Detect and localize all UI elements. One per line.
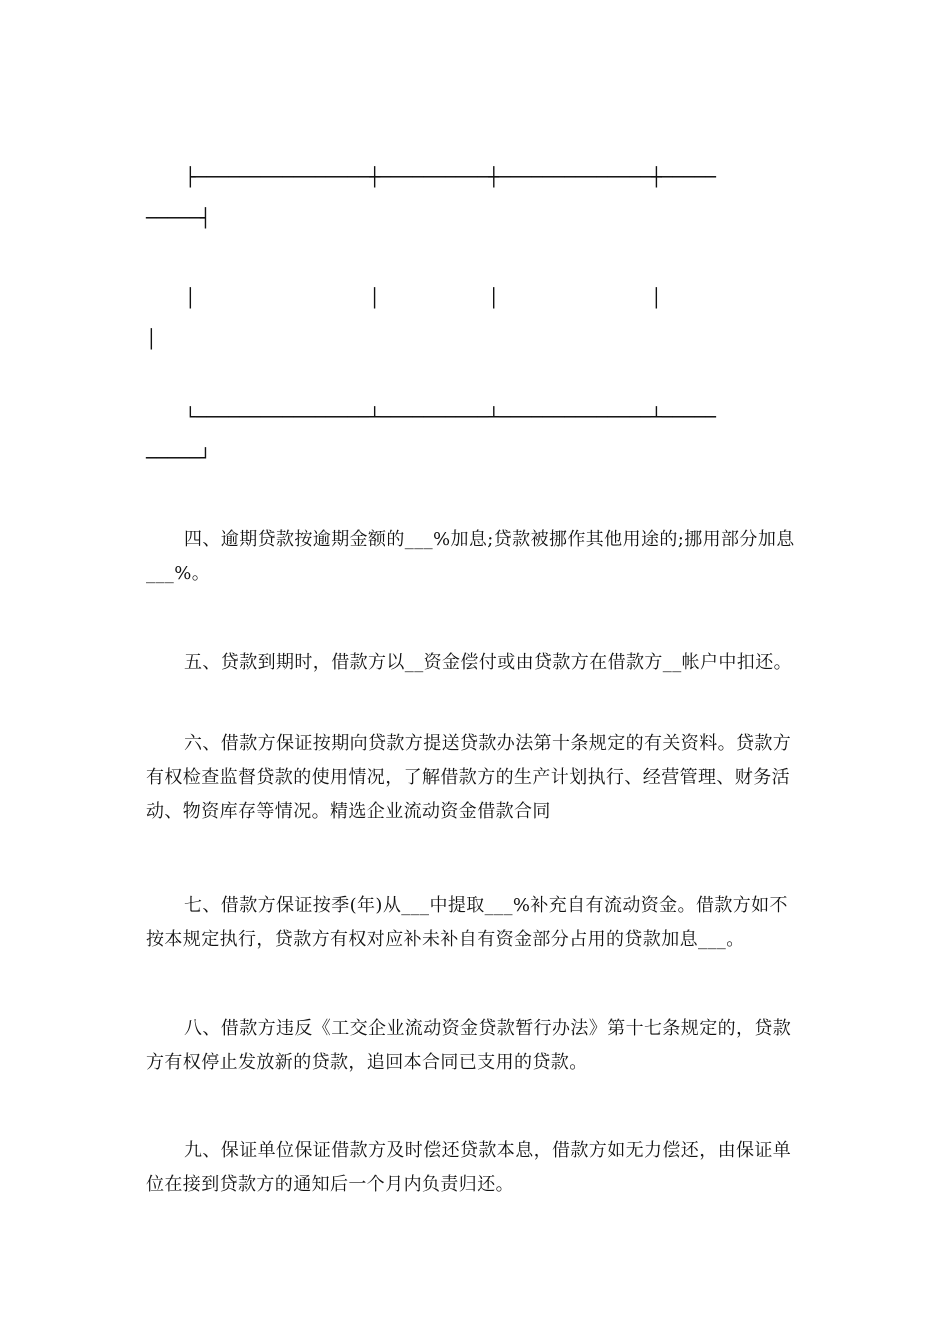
table-middle-row-wrap: │ bbox=[146, 329, 157, 350]
clause-9: 九、保证单位保证借款方及时偿还贷款本息，借款方如无力偿还，由保证单位在接到贷款方的通知后一个月内负责归还。 bbox=[146, 1140, 792, 1195]
clause-7: 七、借款方保证按季(年)从___中提取___%补充自有流动资金。借款方如不按本规定执行，贷款方有权对应补未补自有资金部分占用的贷款加息___。 bbox=[146, 895, 788, 950]
table-middle-row: │ │ │ │ bbox=[185, 288, 662, 309]
clause-4: 四、逾期贷款按逾期金额的___%加息;贷款被挪作其他用途的;挪用部分加息___%。 bbox=[146, 529, 795, 584]
clause-5: 五、贷款到期时，借款方以__资金偿付或由贷款方在借款方__帐户中扣还。 bbox=[184, 652, 792, 673]
table-bottom-border: └────────────────┴──────────┴──────────────┴───── bbox=[185, 407, 717, 428]
clause-6: 六、借款方保证按期向贷款方提送贷款办法第十条规定的有关资料。贷款方有权检查监督贷款的使用情况，了解借款方的生产计划执行、经营管理、财务活动、物资库存等情况。精选企业流动资金借款合同 bbox=[146, 733, 792, 822]
clause-8: 八、借款方违反《工交企业流动资金贷款暂行办法》第十七条规定的，贷款方有权停止发放新的贷款，追回本合同已支用的贷款。 bbox=[146, 1018, 792, 1073]
table-bottom-border-wrap: ─────┘ bbox=[146, 448, 212, 469]
table-top-border: ├────────────────┼──────────┼──────────────┼───── bbox=[185, 167, 717, 188]
table-top-border-wrap: ─────┤ bbox=[146, 208, 212, 229]
